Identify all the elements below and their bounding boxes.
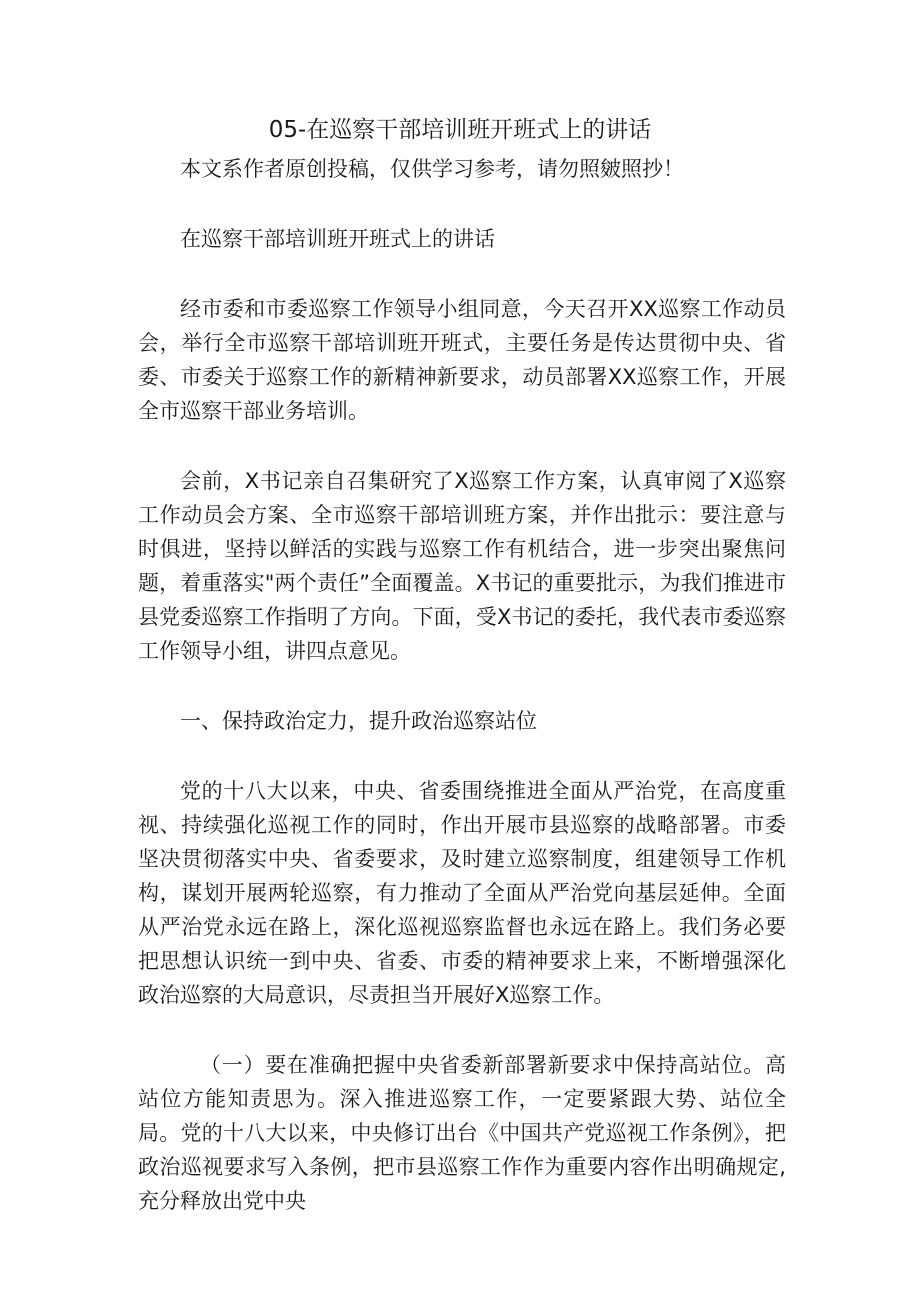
paragraph-section-1: 党的十八大以来，中央、省委围绕推进全面从严治党，在高度重视、持续强化巡视工作的同时，作出开展市县巡察的战略部署。市委坚决贯彻落实中央、省委要求，及时建立巡察制度，组建领导工作机构，谋划开展两轮巡察，有力推动了全面从严治党向基层延伸。全面从严治党永远在路上，深化巡视巡察监督也永远在路上。我们务必要把思想认识统一到中央、省委、市委的精神要求上来，不断增强深化政治巡察的大局意识，尽责担当开展好X巡察工作。	[138, 779, 786, 1007]
paragraph-subsection-1: （一）要在准确把握中央省委新部署新要求中保持高站位。高站位方能知责思为。深入推进巡察工作，一定要紧跟大势、站位全局。党的十八大以来，中央修订出台《中国共产党巡视工作条例》，把政治巡视要求写入条例，把市县巡察工作作为重要内容作出明确规定,充分释放出党中央	[138, 1053, 786, 1213]
section-heading-1: 一、保持政治定力，提升政治巡察站位	[180, 709, 537, 733]
document-title: 05-在巡察干部培训班开班式上的讲话	[268, 117, 652, 143]
author-note: 本文系作者原创投稿，仅供学习参考，请勿照皴照抄！	[180, 157, 684, 181]
document-body	[138, 152, 786, 1218]
paragraph-intro: 经市委和市委巡察工作领导小组同意，今天召开XX巡察工作动员会，举行全市巡察干部培训班开班式，主要任务是传达贯彻中央、省委、市委关于巡察工作的新精神新要求，动员部署XX巡察工作，开展全市巡察干部业务培训。	[138, 297, 786, 423]
speech-subtitle: 在巡察干部培训班开班式上的讲话	[180, 227, 495, 251]
paragraph-instructions: 会前，X书记亲自召集研究了X巡察工作方案，认真审阅了X巡察工作动员会方案、全市巡察干部培训班方案，并作出批示：要注意与时俱进，坚持以鲜活的实践与巡察工作有机结合，进一步突出聚焦问题，着重落实"两个责任”全面覆盖。X书记的重要批示，为我们推进市县党委巡察工作指明了方向。下面，受X书记的委托，我代表市委巡察工作领导小组，讲四点意见。	[138, 469, 786, 663]
